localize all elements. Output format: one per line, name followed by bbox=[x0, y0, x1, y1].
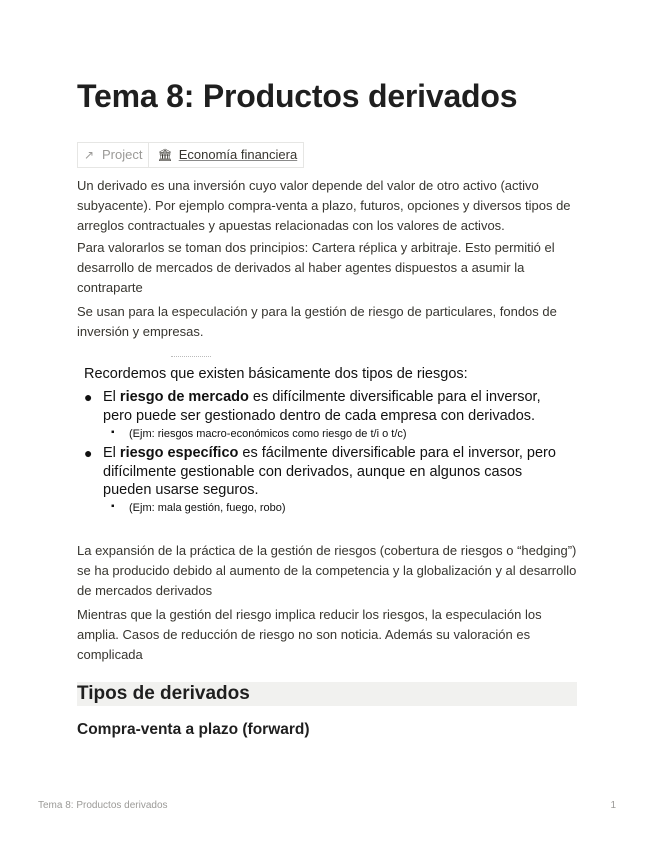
bank-icon: 🏛 bbox=[157, 148, 173, 162]
slide-lead: Recordemos que existen básicamente dos tipos de riesgos: bbox=[84, 366, 468, 382]
project-link[interactable]: Economía financiera bbox=[178, 147, 298, 162]
embedded-slide-image bbox=[83, 356, 578, 526]
paragraph-definition: Un derivado es una inversión cuyo valor depende del valor de otro activo (activo subyacente). Por ejemplo compra-venta a plazo, futuros, opciones y diversos tipos de arreglos contractuales y apuestas relacionadas con los valores de activos. bbox=[77, 178, 571, 233]
bullet-text: es fácilmente diversificable para el inversor, pero difícilmente gestionable con derivados, aunque en algunos casos pueden usarse seguros. bbox=[103, 445, 556, 498]
sub-bullet-text: (Ejm: mala gestión, fuego, robo) bbox=[129, 502, 286, 514]
slide-top-artifact bbox=[171, 356, 211, 357]
bullet-term: riesgo específico bbox=[119, 445, 239, 461]
sub-bullet-dot-icon: ▪ bbox=[111, 501, 115, 512]
bullet-term: riesgo de mercado bbox=[119, 389, 249, 405]
slide-sub-bullet-market bbox=[111, 427, 407, 441]
paragraph-speculation: Mientras que la gestión del riesgo implica reducir los riesgos, la especulación los amplia. Casos de reducción de riesgo no son noticia. Además su valoración es complicada bbox=[77, 607, 542, 662]
page-title: Tema 8: Productos derivados bbox=[77, 78, 518, 114]
property-key bbox=[78, 143, 149, 167]
paragraph-valuation: Para valorarlos se toman dos principios: Cartera réplica y arbitraje. Esto permitió el desarrollo de mercados de derivados al haber agentes dispuestos a asumir la contraparte bbox=[77, 240, 555, 295]
slide-bullet-market-risk bbox=[84, 388, 573, 425]
property-key-label: Project bbox=[102, 147, 143, 162]
property-row bbox=[77, 142, 304, 168]
subsection-heading: Compra-venta a plazo (forward) bbox=[77, 721, 310, 738]
paragraph-hedging: La expansión de la práctica de la gestión de riesgos (cobertura de riesgos o “hedging”) se ha producido debido al aumento de la competencia y la globalización y al desarrollo de mercados derivados bbox=[77, 543, 577, 598]
bullet-dot-icon: ● bbox=[84, 389, 93, 405]
footer-doc-title: Tema 8: Productos derivados bbox=[38, 800, 168, 811]
sub-bullet-text: (Ejm: riesgos macro-económicos como riesgo de t/i o t/c) bbox=[129, 428, 407, 440]
footer-page-number: 1 bbox=[610, 800, 616, 811]
slide-bullet-specific-risk bbox=[84, 444, 573, 500]
bullet-text: es difícilmente diversificable para el inversor, pero puede ser gestionado dentro de cada empresa con derivados. bbox=[103, 389, 541, 424]
sub-bullet-dot-icon: ▪ bbox=[111, 427, 115, 438]
slide-sub-bullet-specific bbox=[111, 501, 286, 515]
section-heading: Tipos de derivados bbox=[77, 682, 577, 706]
bullet-prefix: El bbox=[103, 389, 120, 405]
arrow-up-right-icon: ↗ bbox=[84, 148, 95, 162]
paragraph-uses: Se usan para la especulación y para la gestión de riesgo de particulares, fondos de inversión y empresas. bbox=[77, 304, 557, 339]
bullet-dot-icon: ● bbox=[84, 445, 93, 461]
bullet-prefix: El bbox=[103, 445, 120, 461]
property-value[interactable] bbox=[149, 143, 303, 167]
